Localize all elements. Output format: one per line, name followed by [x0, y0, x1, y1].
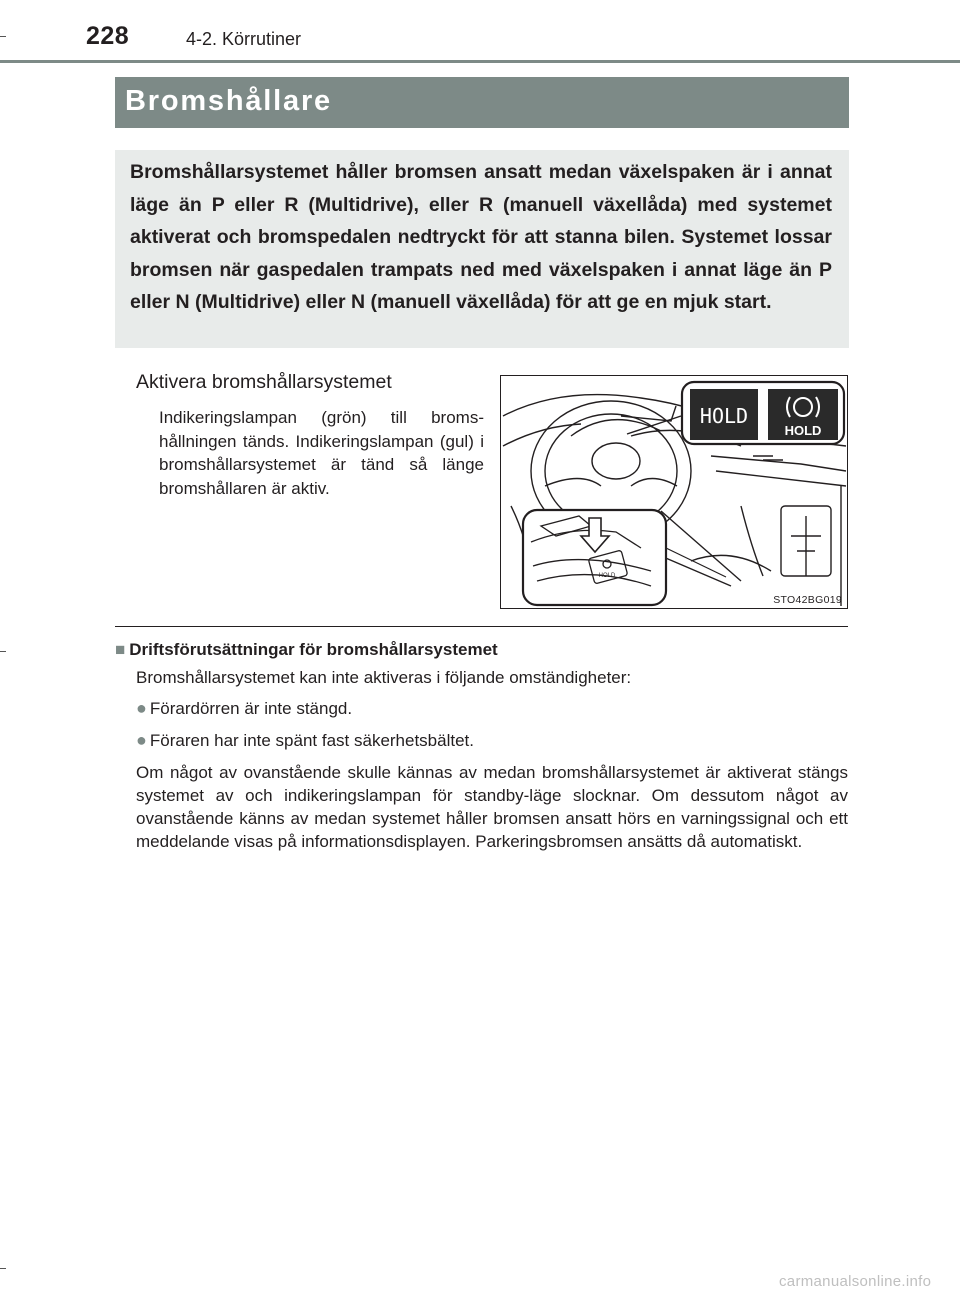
condition-item-text: Förardörren är inte stängd. [149, 699, 353, 718]
square-bullet-icon: ■ [115, 640, 126, 659]
brake-hold-indicator-label: HOLD [784, 423, 822, 438]
trim-mark-middle [0, 651, 6, 652]
section-divider [115, 626, 848, 627]
condition-item [136, 730, 474, 751]
trim-mark-top [0, 36, 6, 37]
dot-bullet-icon: ● [136, 730, 147, 750]
conditions-closing: Om något av ovanstående skulle kännas av medan bromshållarsystemet är aktiverat stängs systemet av och indikeringslampan för standby-läge slocknar. Om dessutom något av ovanstående känns av medan systemet håller bromsen ansatt hörs en varningssignal och ett meddelande visas på informationsdisplayen. Parkeringsbromsen ansätts då automatiskt. [136, 763, 848, 851]
intro-text: Bromshållarsystemet håller bromsen ansatt medan växelspaken är i annat läge än P eller R (Multidrive), eller R (manuell växellåda) med systemet aktiverat och bromspedalen nedtryckt för att stanna bilen. Systemet lossar bromsen när gaspedalen trampats ned med växelspaken i annat läge än P eller N (Multidrive) eller N (manuell växellåda) för att ge en mjuk start. [130, 161, 832, 313]
footer-watermark: carmanualsonline.info [779, 1273, 932, 1290]
activate-title: Aktivera bromshållarsystemet [136, 371, 392, 393]
activate-description: Indikeringslampan (grön) till bromshållningen tänds. Indikeringslampan (gul) i bromshållarsystemet är tänd så länge bromshållaren är aktiv. [159, 408, 484, 498]
condition-item-text: Föraren har inte spänt fast säkerhetsbältet. [149, 731, 474, 750]
hold-indicator-green-label: HOLD [699, 404, 749, 428]
intro-box [115, 150, 849, 348]
trim-mark-bottom [0, 1268, 6, 1269]
dot-bullet-icon: ● [136, 698, 147, 718]
figure-code: STO42BG019 [773, 594, 842, 606]
dashboard-illustration [500, 375, 848, 609]
conditions-heading [115, 640, 498, 660]
hold-switch-label: HOLD [598, 573, 616, 579]
button-callout [523, 510, 666, 605]
page-number: 228 [86, 22, 130, 50]
section-title: Bromshållare [125, 85, 332, 117]
header-rule [0, 60, 960, 63]
condition-item [136, 698, 352, 719]
indicator-callout [682, 382, 844, 444]
section-title-bar [115, 77, 849, 128]
conditions-lead: Bromshållarsystemet kan inte aktiveras i följande omständigheter: [136, 668, 632, 687]
conditions-heading-text: Driftsförutsättningar för bromshållarsystemet [129, 640, 498, 659]
chapter-label: 4-2. Körrutiner [186, 29, 302, 49]
dashboard-drawing [501, 376, 847, 608]
